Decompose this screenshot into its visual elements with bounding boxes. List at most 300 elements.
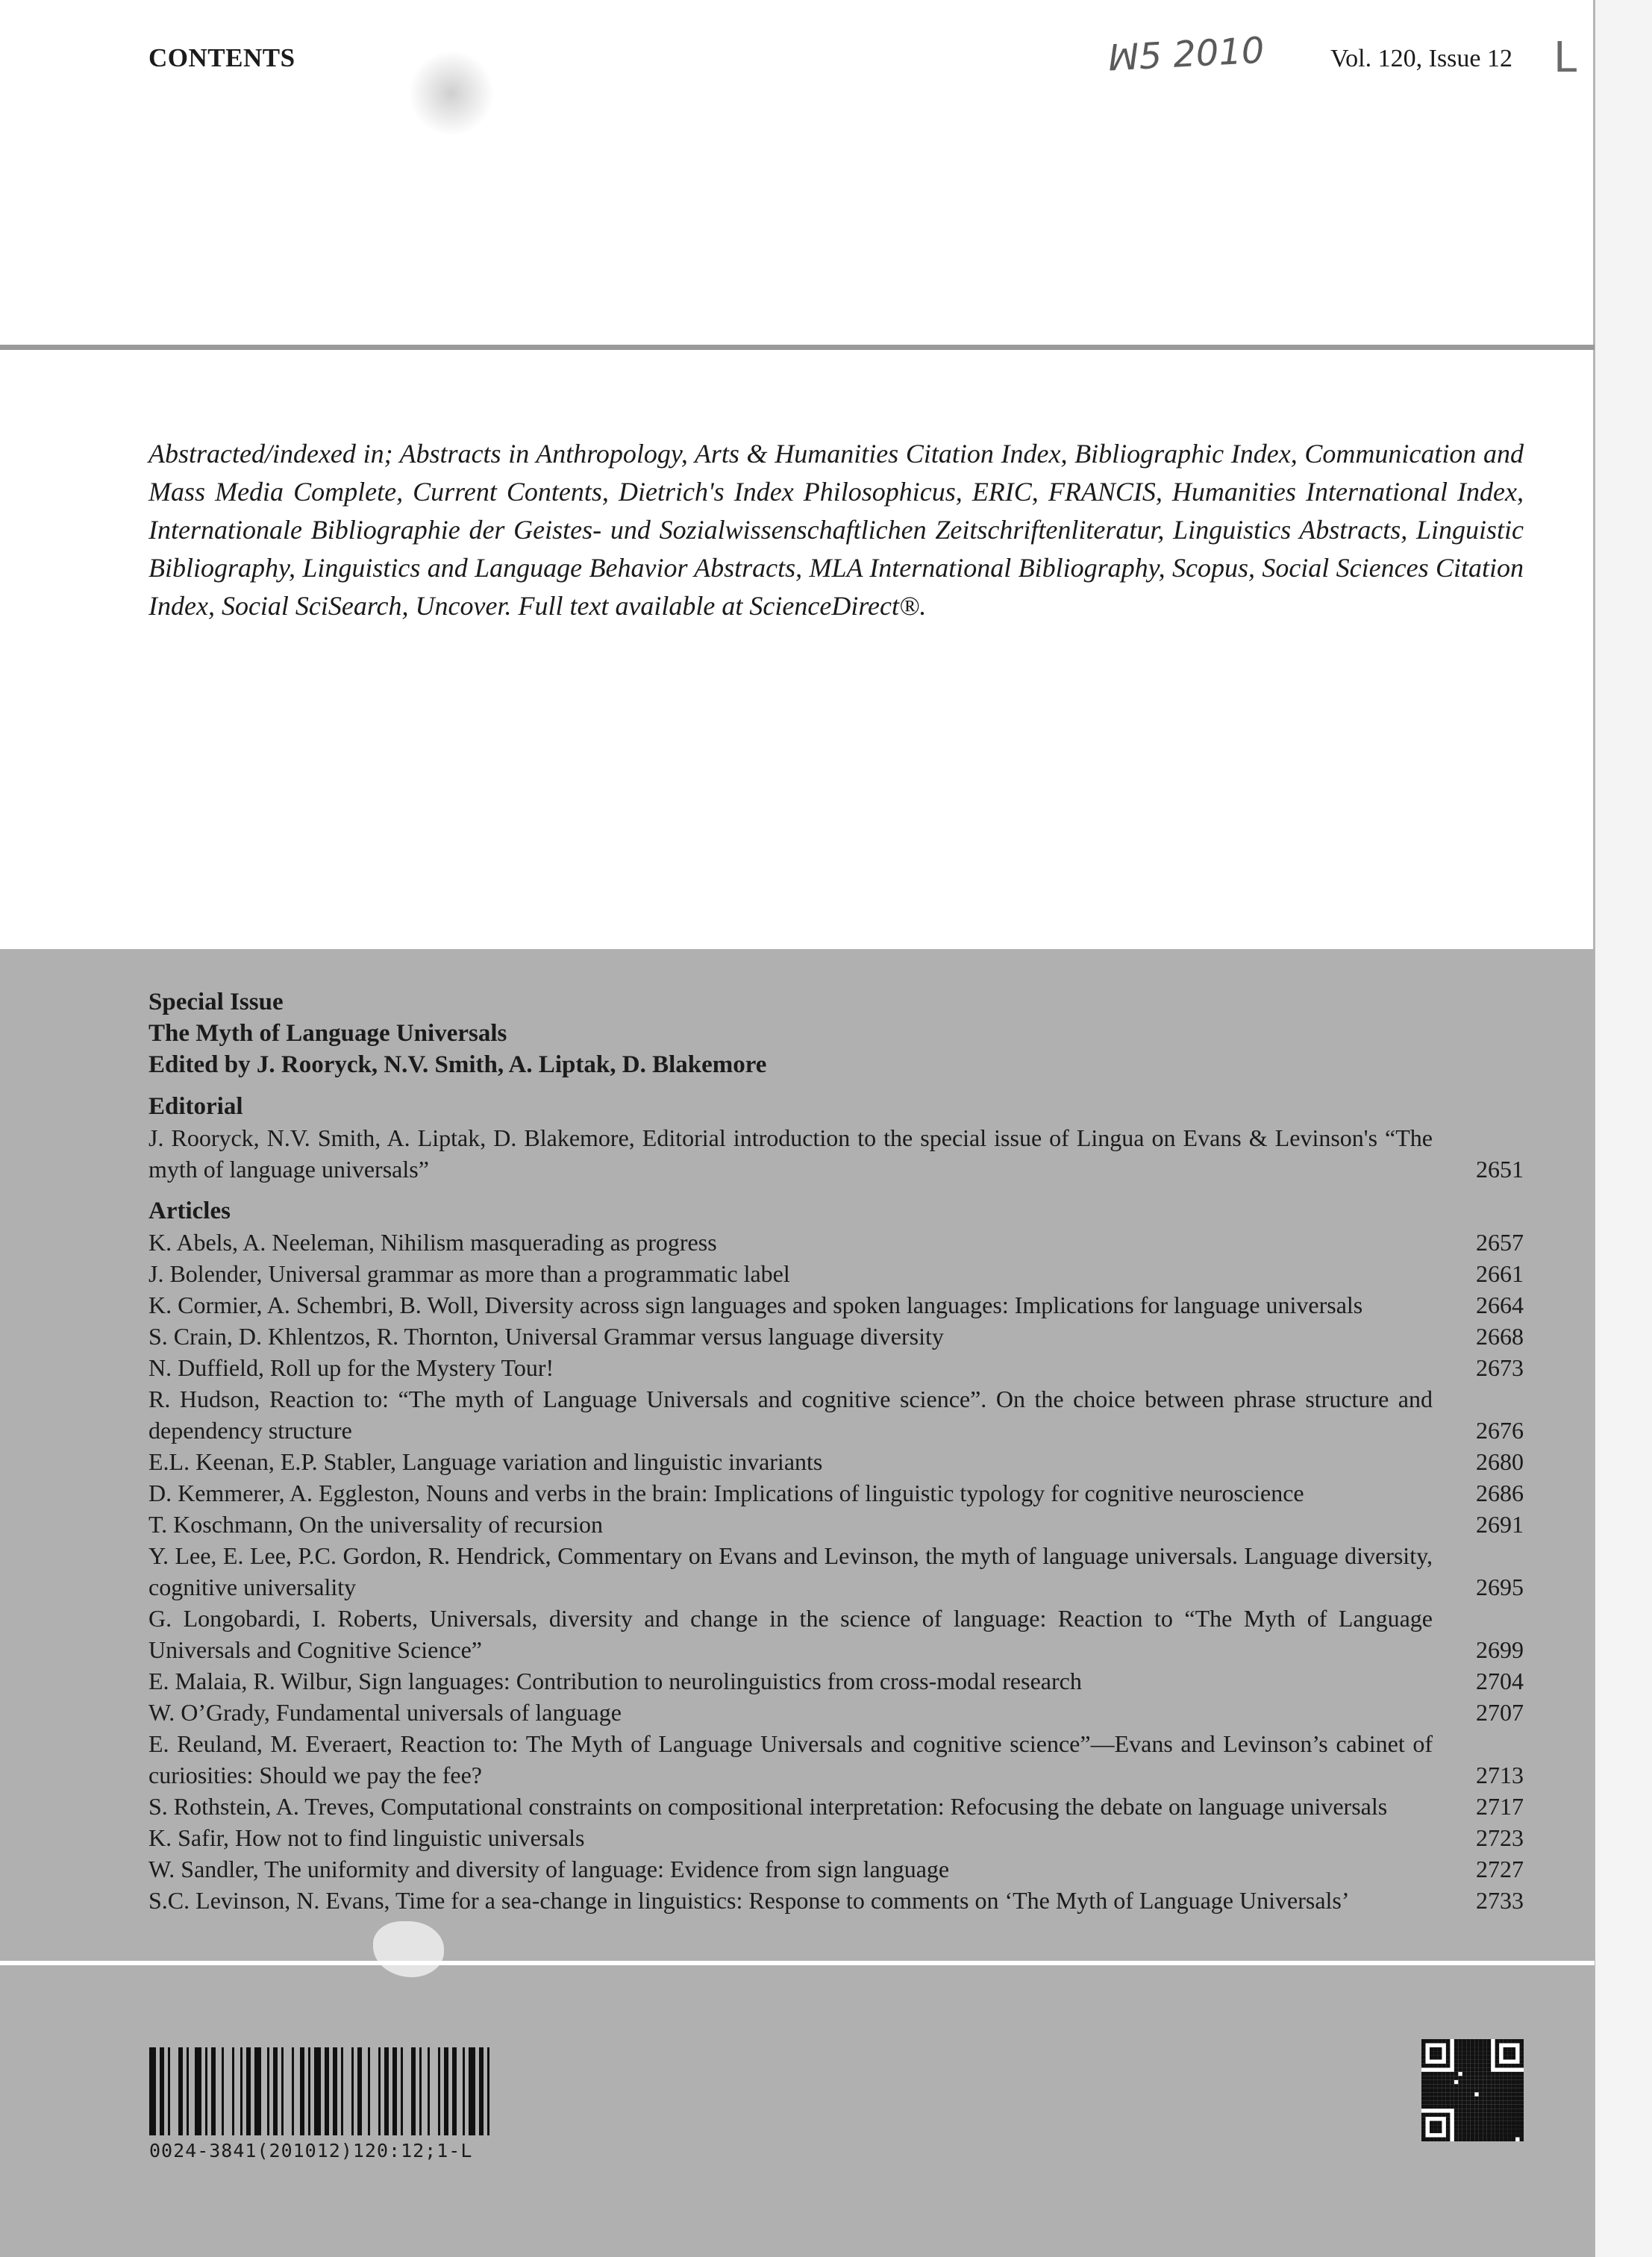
barcode-bar — [168, 2047, 170, 2135]
qr-module — [1466, 2084, 1470, 2088]
qr-module — [1504, 2138, 1507, 2141]
qr-module — [1458, 2076, 1462, 2079]
toc-entry — [148, 1383, 1524, 1446]
barcode — [149, 2047, 581, 2135]
qr-finder-module — [1421, 2125, 1425, 2129]
entry-page: 2727 — [1476, 1856, 1524, 1882]
qr-module — [1458, 2129, 1462, 2133]
barcode-bar — [281, 2047, 284, 2135]
qr-module — [1466, 2080, 1470, 2084]
qr-finder-module — [1421, 2047, 1425, 2051]
qr-module — [1442, 2072, 1445, 2076]
qr-finder-module — [1438, 2129, 1442, 2133]
qr-module — [1442, 2100, 1445, 2104]
qr-module — [1466, 2109, 1470, 2112]
qr-finder-module — [1504, 2039, 1507, 2043]
barcode-bar — [187, 2047, 189, 2135]
qr-module — [1479, 2092, 1483, 2096]
qr-module — [1466, 2138, 1470, 2141]
qr-module — [1450, 2105, 1454, 2109]
qr-module — [1474, 2076, 1478, 2079]
qr-module — [1512, 2084, 1515, 2088]
qr-module — [1462, 2064, 1466, 2067]
qr-module — [1487, 2100, 1491, 2104]
entry-title: J. Bolender, Universal grammar as more than a programmatic label — [148, 1260, 790, 1287]
qr-module — [1495, 2113, 1499, 2117]
barcode-bar — [149, 2047, 156, 2135]
barcode-number: 0024-3841(201012)120:12;1-L — [149, 2140, 473, 2161]
qr-module — [1483, 2121, 1486, 2125]
qr-module — [1430, 2076, 1433, 2079]
entry-page: 2668 — [1476, 1323, 1524, 1350]
qr-finder-module — [1520, 2059, 1524, 2063]
qr-module — [1454, 2072, 1458, 2076]
qr-module — [1425, 2105, 1429, 2109]
qr-module — [1487, 2072, 1491, 2076]
qr-finder-module — [1507, 2056, 1511, 2059]
toc-entry — [148, 1258, 1524, 1289]
barcode-bar — [452, 2047, 457, 2135]
toc-entry — [148, 1122, 1524, 1185]
qr-finder-module — [1430, 2121, 1433, 2125]
qr-module — [1458, 2097, 1462, 2100]
qr-module — [1474, 2067, 1478, 2071]
qr-module — [1491, 2105, 1495, 2109]
entry-title: R. Hudson, Reaction to: “The myth of Language Universals and cognitive science”. On the choice between phrase structure and dependency structure — [148, 1386, 1433, 1444]
qr-module — [1462, 2051, 1466, 2055]
qr-finder-module — [1421, 2064, 1425, 2067]
qr-module — [1471, 2043, 1474, 2047]
qr-module — [1520, 2121, 1524, 2125]
qr-module — [1466, 2056, 1470, 2059]
qr-module — [1438, 2105, 1442, 2109]
qr-module — [1466, 2064, 1470, 2067]
qr-module — [1425, 2088, 1429, 2092]
qr-module — [1504, 2121, 1507, 2125]
qr-module — [1520, 2105, 1524, 2109]
qr-module — [1483, 2092, 1486, 2096]
qr-finder-module — [1442, 2064, 1445, 2067]
qr-finder-module — [1438, 2064, 1442, 2067]
qr-module — [1515, 2125, 1519, 2129]
qr-module — [1454, 2047, 1458, 2051]
qr-module — [1466, 2043, 1470, 2047]
qr-module — [1479, 2088, 1483, 2092]
qr-finder-module — [1446, 2051, 1450, 2055]
qr-module — [1479, 2084, 1483, 2088]
qr-module — [1491, 2088, 1495, 2092]
qr-module — [1491, 2109, 1495, 2112]
qr-module — [1450, 2097, 1454, 2100]
entry-title: W. Sandler, The uniformity and diversity of language: Evidence from sign language — [148, 1856, 950, 1882]
qr-module — [1520, 2100, 1524, 2104]
qr-module — [1454, 2105, 1458, 2109]
qr-module — [1479, 2133, 1483, 2137]
qr-module — [1421, 2100, 1425, 2104]
qr-finder-module — [1425, 2138, 1429, 2141]
qr-module — [1491, 2080, 1495, 2084]
qr-finder-module — [1433, 2125, 1437, 2129]
qr-module — [1471, 2067, 1474, 2071]
qr-module — [1454, 2129, 1458, 2133]
qr-module — [1507, 2117, 1511, 2120]
qr-module — [1442, 2080, 1445, 2084]
qr-module — [1442, 2092, 1445, 2096]
qr-module — [1454, 2092, 1458, 2096]
entry-title: K. Cormier, A. Schembri, B. Woll, Diversity across sign languages and spoken languages: Implications for language universals — [148, 1292, 1363, 1318]
qr-module — [1454, 2084, 1458, 2088]
qr-module — [1499, 2072, 1503, 2076]
qr-module — [1487, 2088, 1491, 2092]
barcode-bar — [240, 2047, 243, 2135]
qr-module — [1446, 2088, 1450, 2092]
toc-entry — [148, 1791, 1524, 1822]
barcode-bar — [438, 2047, 440, 2135]
qr-module — [1479, 2072, 1483, 2076]
qr-module — [1507, 2121, 1511, 2125]
qr-module — [1487, 2056, 1491, 2059]
qr-module — [1487, 2047, 1491, 2051]
qr-module — [1487, 2067, 1491, 2071]
qr-module — [1474, 2097, 1478, 2100]
qr-finder-module — [1446, 2129, 1450, 2133]
qr-module — [1520, 2072, 1524, 2076]
qr-module — [1454, 2117, 1458, 2120]
qr-finder-module — [1433, 2047, 1437, 2051]
qr-module — [1454, 2138, 1458, 2141]
qr-code — [1421, 2039, 1524, 2141]
qr-finder-module — [1438, 2047, 1442, 2051]
qr-module — [1454, 2043, 1458, 2047]
qr-module — [1479, 2080, 1483, 2084]
qr-finder-module — [1421, 2121, 1425, 2125]
qr-module — [1483, 2084, 1486, 2088]
barcode-bar — [444, 2047, 448, 2135]
entry-page: 2717 — [1476, 1793, 1524, 1820]
qr-module — [1499, 2105, 1503, 2109]
qr-finder-module — [1507, 2039, 1511, 2043]
qr-module — [1450, 2080, 1454, 2084]
qr-finder-module — [1421, 2117, 1425, 2120]
qr-module — [1466, 2088, 1470, 2092]
qr-module — [1471, 2056, 1474, 2059]
qr-module — [1512, 2080, 1515, 2084]
toc-entry — [148, 1540, 1524, 1603]
entry-title: D. Kemmerer, A. Eggleston, Nouns and verbs in the brain: Implications of linguistic typology for cognitive neuroscience — [148, 1480, 1304, 1506]
qr-module — [1495, 2109, 1499, 2112]
qr-module — [1483, 2097, 1486, 2100]
qr-module — [1438, 2076, 1442, 2079]
qr-module — [1512, 2072, 1515, 2076]
qr-module — [1512, 2092, 1515, 2096]
qr-module — [1458, 2100, 1462, 2104]
qr-module — [1471, 2039, 1474, 2043]
qr-module — [1471, 2129, 1474, 2133]
qr-finder-module — [1430, 2138, 1433, 2141]
qr-module — [1474, 2129, 1478, 2133]
qr-finder-module — [1446, 2125, 1450, 2129]
qr-module — [1454, 2059, 1458, 2063]
qr-module — [1479, 2056, 1483, 2059]
qr-module — [1495, 2133, 1499, 2137]
qr-module — [1433, 2076, 1437, 2079]
abstracted-indexed-note: Abstracted/indexed in; Abstracts in Anthropology, Arts & Humanities Citation Index, Bibliographic Index, Communication and Mass Media Complete, Current Contents, Dietrich's Index Philosophicus, ERIC, FRANCIS, Humanities International Index, Internationale Bibliographie der Geistes- und Sozialwissenschaftlichen Zeitschriftenliteratur, Linguistics Abstracts, Linguistic Bibliography, Linguistics and Language Behavior Abstracts, MLA International Bibliography, Scopus, Social Sciences Citation Index, Social SciSearch, Uncover. Full text available at ScienceDirect®. — [148, 439, 1524, 621]
qr-module — [1487, 2133, 1491, 2137]
qr-module — [1425, 2100, 1429, 2104]
toc-entry — [148, 1665, 1524, 1697]
qr-module — [1512, 2097, 1515, 2100]
qr-module — [1499, 2080, 1503, 2084]
qr-finder-module — [1446, 2064, 1450, 2067]
qr-module — [1462, 2092, 1466, 2096]
qr-module — [1512, 2088, 1515, 2092]
qr-finder-module — [1421, 2056, 1425, 2059]
qr-module — [1487, 2092, 1491, 2096]
qr-module — [1499, 2133, 1503, 2137]
entry-title: W. O’Grady, Fundamental universals of language — [148, 1699, 622, 1726]
qr-module — [1430, 2084, 1433, 2088]
qr-module — [1433, 2084, 1437, 2088]
qr-module — [1446, 2072, 1450, 2076]
qr-module — [1474, 2056, 1478, 2059]
qr-finder-module — [1446, 2043, 1450, 2047]
volume-issue: Vol. 120, Issue 12 — [1330, 45, 1512, 72]
qr-module — [1442, 2084, 1445, 2088]
qr-finder-module — [1433, 2051, 1437, 2055]
qr-module — [1479, 2064, 1483, 2067]
entry-title: E. Reuland, M. Everaert, Reaction to: The Myth of Language Universals and cognitive science”—Evans and Levinson’s cabinet of curiosities: Should we pay the fee? — [148, 1730, 1433, 1788]
articles-list — [148, 1227, 1524, 1916]
qr-module — [1504, 2125, 1507, 2129]
entry-page: 2707 — [1476, 1699, 1524, 1726]
qr-module — [1450, 2084, 1454, 2088]
qr-module — [1495, 2092, 1499, 2096]
qr-finder-module — [1442, 2138, 1445, 2141]
qr-module — [1495, 2121, 1499, 2125]
qr-module — [1438, 2080, 1442, 2084]
entry-title: G. Longobardi, I. Roberts, Universals, diversity and change in the science of language: Reaction to “The Myth of Language Universals and Cognitive Science” — [148, 1605, 1433, 1663]
qr-finder-module — [1495, 2047, 1499, 2051]
qr-module — [1479, 2043, 1483, 2047]
qr-module — [1474, 2084, 1478, 2088]
toc-entry — [148, 1446, 1524, 1477]
qr-finder-module — [1430, 2051, 1433, 2055]
qr-module — [1483, 2072, 1486, 2076]
qr-finder-module — [1430, 2113, 1433, 2117]
qr-module — [1466, 2100, 1470, 2104]
qr-module — [1499, 2129, 1503, 2133]
qr-module — [1462, 2105, 1466, 2109]
qr-module — [1442, 2105, 1445, 2109]
qr-module — [1438, 2084, 1442, 2088]
qr-module — [1483, 2051, 1486, 2055]
qr-module — [1471, 2088, 1474, 2092]
qr-module — [1430, 2100, 1433, 2104]
qr-module — [1450, 2076, 1454, 2079]
qr-module — [1483, 2047, 1486, 2051]
qr-finder-module — [1438, 2056, 1442, 2059]
qr-finder-module — [1430, 2047, 1433, 2051]
qr-module — [1499, 2125, 1503, 2129]
qr-module — [1504, 2113, 1507, 2117]
qr-module — [1515, 2076, 1519, 2079]
qr-module — [1483, 2125, 1486, 2129]
qr-module — [1479, 2097, 1483, 2100]
qr-module — [1479, 2100, 1483, 2104]
qr-module — [1466, 2133, 1470, 2137]
qr-module — [1421, 2088, 1425, 2092]
qr-finder-module — [1433, 2056, 1437, 2059]
qr-module — [1474, 2121, 1478, 2125]
qr-module — [1504, 2088, 1507, 2092]
handwritten-mark: L — [1554, 34, 1577, 82]
qr-module — [1479, 2121, 1483, 2125]
qr-finder-module — [1433, 2121, 1437, 2125]
qr-module — [1512, 2113, 1515, 2117]
toc-entry — [148, 1227, 1524, 1258]
qr-module — [1474, 2064, 1478, 2067]
qr-module — [1462, 2125, 1466, 2129]
qr-module — [1483, 2117, 1486, 2120]
qr-module — [1462, 2059, 1466, 2063]
qr-module — [1495, 2088, 1499, 2092]
qr-module — [1433, 2092, 1437, 2096]
qr-module — [1487, 2138, 1491, 2141]
qr-module — [1466, 2047, 1470, 2051]
qr-module — [1462, 2047, 1466, 2051]
qr-module — [1471, 2059, 1474, 2063]
qr-module — [1466, 2092, 1470, 2096]
qr-module — [1487, 2109, 1491, 2112]
qr-module — [1512, 2100, 1515, 2104]
qr-module — [1491, 2072, 1495, 2076]
qr-module — [1507, 2105, 1511, 2109]
page-edge — [1593, 0, 1652, 2257]
qr-finder-module — [1421, 2051, 1425, 2055]
qr-module — [1491, 2076, 1495, 2079]
qr-finder-module — [1515, 2039, 1519, 2043]
qr-module — [1446, 2097, 1450, 2100]
qr-finder-module — [1425, 2113, 1429, 2117]
qr-module — [1454, 2051, 1458, 2055]
qr-module — [1483, 2109, 1486, 2112]
qr-finder-module — [1421, 2059, 1425, 2063]
barcode-bar — [487, 2047, 489, 2135]
qr-module — [1454, 2113, 1458, 2117]
entry-title: E.L. Keenan, E.P. Stabler, Language variation and linguistic invariants — [148, 1448, 823, 1475]
qr-module — [1483, 2133, 1486, 2137]
qr-module — [1483, 2113, 1486, 2117]
qr-finder-module — [1507, 2064, 1511, 2067]
qr-module — [1466, 2125, 1470, 2129]
qr-module — [1499, 2100, 1503, 2104]
qr-module — [1433, 2072, 1437, 2076]
qr-module — [1499, 2097, 1503, 2100]
qr-finder-module — [1433, 2113, 1437, 2117]
qr-module — [1487, 2064, 1491, 2067]
qr-module — [1454, 2121, 1458, 2125]
qr-module — [1483, 2067, 1486, 2071]
qr-module — [1471, 2051, 1474, 2055]
qr-module — [1454, 2064, 1458, 2067]
qr-finder-module — [1504, 2064, 1507, 2067]
qr-module — [1458, 2084, 1462, 2088]
table-of-contents — [148, 986, 1524, 1916]
panel-divider — [0, 1961, 1595, 1965]
qr-module — [1479, 2125, 1483, 2129]
qr-module — [1504, 2092, 1507, 2096]
qr-module — [1504, 2105, 1507, 2109]
toc-entry — [148, 1289, 1524, 1321]
qr-module — [1433, 2097, 1437, 2100]
qr-module — [1499, 2109, 1503, 2112]
barcode-bar — [384, 2047, 389, 2135]
qr-finder-module — [1438, 2125, 1442, 2129]
barcode-bar — [211, 2047, 216, 2135]
qr-module — [1474, 2113, 1478, 2117]
qr-module — [1504, 2076, 1507, 2079]
qr-module — [1479, 2047, 1483, 2051]
qr-module — [1471, 2109, 1474, 2112]
qr-finder-module — [1495, 2059, 1499, 2063]
qr-finder-module — [1446, 2039, 1450, 2043]
qr-finder-module — [1433, 2064, 1437, 2067]
special-issue-label: Special Issue — [148, 989, 284, 1015]
qr-module — [1425, 2084, 1429, 2088]
qr-module — [1471, 2047, 1474, 2051]
qr-module — [1487, 2117, 1491, 2120]
entry-page: 2680 — [1476, 1448, 1524, 1475]
qr-module — [1491, 2138, 1495, 2141]
qr-finder-module — [1512, 2047, 1515, 2051]
qr-module — [1495, 2129, 1499, 2133]
horizontal-rule — [0, 345, 1595, 350]
qr-module — [1474, 2059, 1478, 2063]
qr-module — [1471, 2105, 1474, 2109]
barcode-bar — [205, 2047, 207, 2135]
qr-module — [1462, 2080, 1466, 2084]
qr-module — [1474, 2043, 1478, 2047]
entry-title: K. Safir, How not to find linguistic universals — [148, 1824, 585, 1851]
qr-module — [1454, 2100, 1458, 2104]
qr-module — [1462, 2133, 1466, 2137]
qr-module — [1499, 2121, 1503, 2125]
qr-module — [1430, 2088, 1433, 2092]
entry-page: 2651 — [1476, 1156, 1524, 1183]
qr-module — [1446, 2092, 1450, 2096]
qr-finder-module — [1421, 2129, 1425, 2133]
qr-module — [1471, 2138, 1474, 2141]
qr-finder-module — [1425, 2039, 1429, 2043]
qr-module — [1430, 2080, 1433, 2084]
qr-finder-module — [1433, 2039, 1437, 2043]
qr-module — [1462, 2121, 1466, 2125]
entry-page: 2676 — [1476, 1417, 1524, 1444]
qr-finder-module — [1438, 2113, 1442, 2117]
qr-module — [1479, 2076, 1483, 2079]
qr-module — [1512, 2138, 1515, 2141]
qr-module — [1433, 2105, 1437, 2109]
qr-module — [1430, 2105, 1433, 2109]
qr-finder-module — [1430, 2064, 1433, 2067]
qr-module — [1495, 2072, 1499, 2076]
qr-module — [1507, 2097, 1511, 2100]
qr-module — [1520, 2138, 1524, 2141]
barcode-bar — [232, 2047, 234, 2135]
entry-title: N. Duffield, Roll up for the Mystery Tour! — [148, 1354, 554, 1381]
qr-module — [1487, 2097, 1491, 2100]
entry-page: 2695 — [1476, 1574, 1524, 1600]
